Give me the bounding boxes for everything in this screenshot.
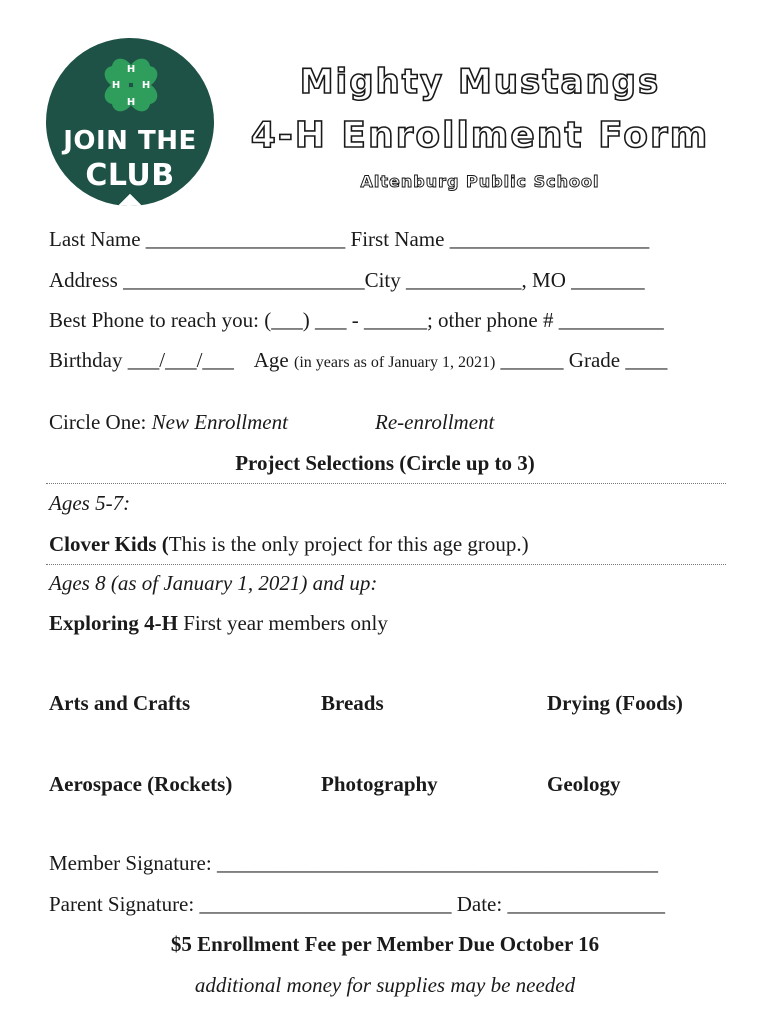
ages-young-label: Ages 5-7: [49,491,131,515]
ages-older-label: Ages 8 (as of January 1, 2021) and up: [49,571,378,595]
address-field[interactable]: Address _______________________ [49,268,365,292]
age-field[interactable]: ______ [495,348,569,372]
enrollment-type-row [49,410,288,435]
form-title-club: Mighty Mustangs [299,62,661,102]
clover-letter: H [111,80,121,91]
project-arts-crafts[interactable]: Arts and Crafts [49,691,191,715]
parent-signature-field[interactable]: Parent Signature: ________________________ Date: _______________ [49,892,665,916]
state-zip-field[interactable]: , MO _______ [521,268,645,292]
clover-letter: H [141,80,151,91]
member-signature-field[interactable]: Member Signature: __________________________________________ [49,851,658,875]
club-logo [46,38,214,206]
logo-pointer-icon [116,194,144,206]
enrollment-label: Circle One: [49,410,147,434]
birthday-row [49,348,667,373]
project-breads[interactable]: Breads [321,691,384,715]
clover-icon [96,50,166,120]
supplies-note: additional money for supplies may be needed [194,973,576,997]
project-heading: Project Selections (Circle up to 3) [235,451,535,475]
first-name-field[interactable]: First Name ___________________ [350,227,650,251]
birthday-field[interactable]: Birthday ___/___/___ [49,348,234,372]
project-photography[interactable]: Photography [321,772,438,796]
clover-kids-option[interactable]: Clover Kids ( [49,532,169,556]
project-geology[interactable]: Geology [547,772,621,796]
city-field[interactable]: City ___________ [364,268,522,292]
project-aerospace[interactable]: Aerospace (Rockets) [49,772,233,796]
clover-letter: H [126,97,136,108]
divider [46,483,726,484]
project-drying-foods[interactable]: Drying (Foods) [547,691,683,715]
last-name-field[interactable]: Last Name ___________________ [49,227,346,251]
logo-text-line2: CLUB [85,158,175,193]
school-name: Altenburg Public School [360,172,600,191]
clover-kids-row [49,532,529,557]
clover-letter: H [126,64,136,75]
age-label: Age [253,348,295,372]
option-re-enrollment[interactable]: Re-enrollment [375,410,495,434]
enrollment-fee: $5 Enrollment Fee per Member Due October 16 [170,932,600,956]
clover-kids-note: This is the only project for this age group.) [168,532,529,556]
exploring-row [49,611,388,636]
address-row [49,268,645,293]
logo-text-line1: JOIN THE [63,126,197,156]
divider [46,564,726,565]
grade-field[interactable]: Grade ____ [568,348,668,372]
age-note: (in years as of January 1, 2021) [294,354,496,371]
name-row [49,227,649,252]
phone-field[interactable]: Best Phone to reach you: (___) ___ - ______; other phone # __________ [49,308,664,332]
form-title: 4-H Enrollment Form [250,115,710,156]
option-new-enrollment[interactable]: New Enrollment [151,410,288,434]
exploring-4h-option[interactable]: Exploring 4-H [49,611,178,635]
exploring-note: First year members only [177,611,388,635]
